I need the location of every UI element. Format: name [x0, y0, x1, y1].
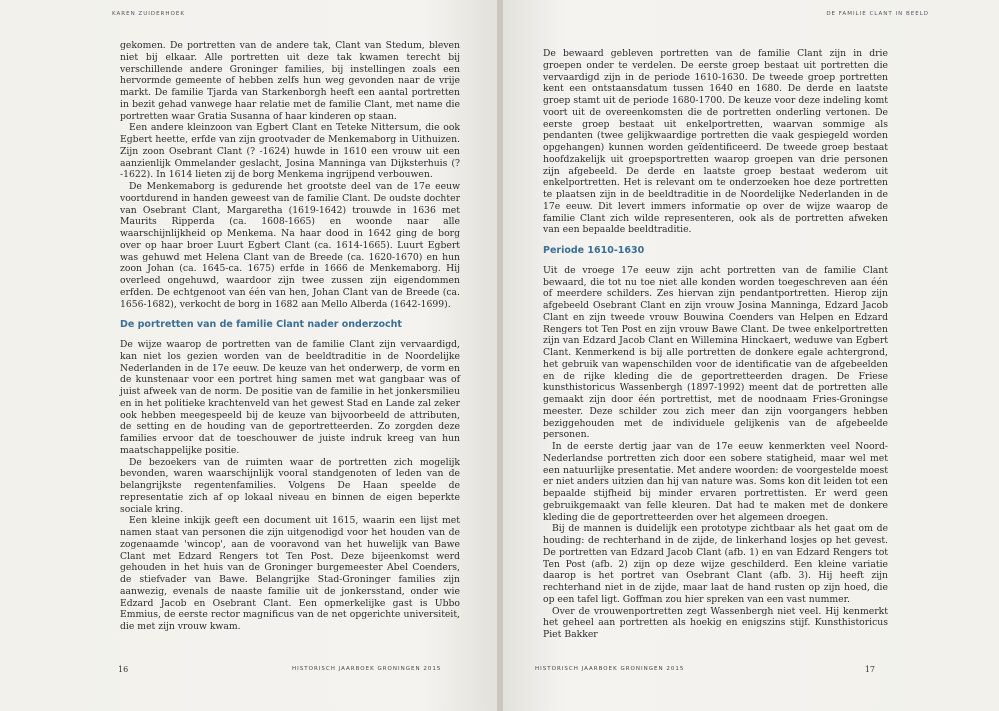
paragraph: De Menkemaborg is gedurende het grootste deel van de 17e eeuw voortdurend in handen geweest van de familie Clant. De oudste dochter van Osebrant Clant, Margaretha (1619-1642) trouwde in 1636 met Maurits Ripperda (ca. 1608-1665) en woonde naar alle waarschijnlijkheid op Menkema. Na haar dood in 1642 ging de borg over op haar broer Luurt Egbert Clant (ca. 1614-1665). Luurt Egbert was gehuwd met Helena Clant van de Breede (ca. 1620-1670) en hun zoon Johan (ca. 1645-ca. 1675) erfde in 1666 de Menkemaborg. Hij overleed ongehuwd, waardoor zijn twee zussen zijn eigendommen erfden. De echtgenoot van één van hen, Johan Clant van de Breede (ca. 1656-1682), verkocht de borg in 1682 aan Mello Alberda (1642-1699).: [120, 181, 460, 310]
paragraph: De bewaard gebleven portretten van de familie Clant zijn in drie groepen onder te verdelen. De eerste groep bestaat uit portretten die vervaardigd zijn in de periode 1610-1630. De tweede groep portretten kent een ontstaansdatum tussen 1640 en 1680. De derde en laatste groep stamt uit de periode 1680-1700. De keuze voor deze indeling komt voort uit de overeenkomsten die de portretten onderling vertonen. De eerste groep bestaat uit enkelportretten, waarvan sommige als pendanten (twee gelijkwaardige portretten die vaak gespiegeld worden opgehangen) kunnen worden geïdentificeerd. De tweede groep bestaat hoofdzakelijk uit groepsportretten waarop groepen van drie personen zijn afgebeeld. De derde en laatste groep bestaat wederom uit enkelportretten. Het is relevant om te onderzoeken hoe deze portretten te plaatsen zijn in de beeldtraditie in de Noordelijke Nederlanden in de 17e eeuw. Dit levert immers informatie op over de wijze waarop de familie Clant zich wilde representeren, ook als de portretten afweken van een bepaalde beeldtraditie.: [543, 48, 888, 236]
page-number: 17: [864, 665, 875, 674]
page-footer: HISTORISCH JAARBOEK GRONINGEN 2015: [535, 666, 685, 672]
page-number: 16: [118, 665, 129, 674]
right-text-block: [543, 48, 888, 641]
running-head-author: KAREN ZUIDERHOEK: [112, 11, 185, 17]
section-heading: Periode 1610-1630: [543, 245, 645, 256]
paragraph: Over de vrouwenportretten zegt Wassenbergh niet veel. Hij kenmerkt het geheel aan portretten als hoekig en enigszins stijf. Kunsthistoricus Piet Bakker: [543, 605, 888, 640]
left-page: [0, 0, 497, 711]
paragraph: gekomen. De portretten van de andere tak, Clant van Stedum, bleven niet bij elkaar. Alle portretten uit deze tak kwamen terecht bij verschillende andere Groninger families, bij instellingen zoals een hervormde gemeente of hebben zelfs hun weg gevonden naar de vrije markt. De familie Tjarda van Starkenborgh heeft een aantal portretten in bezit gehad vanwege haar relatie met de familie Clant, met name die portretten waar Gratia Susanna of haar kinderen op staan.: [120, 40, 460, 122]
paragraph: De wijze waarop de portretten van de familie Clant zijn vervaardigd, kan niet los gezien worden van de beeldtraditie in de Noordelijke Nederlanden in de 17e eeuw. De keuze van het onderwerp, de vorm en de kunstenaar voor een portret hing samen met wat gangbaar was of juist afweek van de norm. De positie van de familie in het jonkersmilieu en in het politieke krachtenveld van het gewest Stad en Lande zal zeker ook hebben meegespeeld bij de keuze van bijvoorbeeld de attributen, de setting en de houding van de geportretteerden. Zo zorgden deze families ervoor dat de toeschouwer de juiste indruk kreeg van hun maatschappelijke positie.: [120, 339, 460, 456]
paragraph: De bezoekers van de ruimten waar de portretten zich mogelijk bevonden, waren waarschijnlijk vooral standgenoten of leden van de belangrijkste regentenfamilies. Volgens De Haan speelde de representatie zich af op lokaal niveau en binnen de eigen beperkte sociale kring.: [120, 456, 460, 515]
section-heading: De portretten van de familie Clant nader onderzocht: [120, 319, 402, 331]
running-head-title: DE FAMILIE CLANT IN BEELD: [826, 11, 929, 17]
paragraph: Een andere kleinzoon van Egbert Clant en Teteke Nittersum, die ook Egbert heette, erfde van zijn grootvader de Menkemaborg in Uithuizen. Zijn zoon Osebrant Clant (? -1624) huwde in 1610 een vrouw uit een aanzienlijk Ommelander geslacht, Josina Manninga van Dijksterhuis (? -1622). In 1614 lieten zij de borg Menkema ingrijpend verbouwen.: [120, 122, 460, 181]
right-page: [503, 0, 999, 711]
paragraph: Uit de vroege 17e eeuw zijn acht portretten van de familie Clant bewaard, die tot nu toe niet alle konden worden toegeschreven aan één of meerdere schilders. Zes hiervan zijn pendantportretten. Hierop zijn afgebeeld Osebrant Clant en zijn vrouw Josina Manninga, Edzard Jacob Clant en zijn tweede vrouw Bouwina Coenders van Helpen en Edzard Rengers tot Ten Post en zijn vrouw Bawe Clant. De twee enkelportretten zijn van Edzard Jacob Clant en Willemina Hinckaert, weduwe van Egbert Clant. Kenmerkend is bij alle portretten de donkere egale achtergrond, het gebruik van wapenschilden voor de identificatie van de afgebeelden en de rijke kleding die de geportretteerden dragen. De Friese kunsthistoricus Wassenbergh (1897-1992) meent dat de portretten alle gemaakt zijn door één portrettist, met de noodnaam Fries-Groningse meester. Deze schilder zou zich meer dan zijn voorgangers hebben beziggehouden met de individuele gelijkenis van de afgebeelde personen.: [543, 264, 888, 441]
paragraph: In de eerste dertig jaar van de 17e eeuw kenmerkten veel Noord-Nederlandse portretten zich door een sobere statigheid, maar wel met een natuurlijke presentatie. Met andere woorden: de voorgestelde moest er niet anders uitzien dan hij van nature was. Soms kon dit leiden tot een bepaalde stijfheid bij minder ervaren portrettisten. Er werd geen gebruikgemaakt van felle kleuren. Dat had te maken met de donkere kleding die de geportretteerden over het algemeen droegen.: [543, 441, 888, 523]
paragraph: Een kleine inkijk geeft een document uit 1615, waarin een lijst met namen staat van personen die zijn uitgenodigd voor het houden van de zogenaamde 'wincop', aan de vooravond van het huwelijk van Bawe Clant met Edzard Rengers tot Ten Post. Deze bijeenkomst werd gehouden in het huis van de Groninger burgemeester Abel Coenders, de stiefvader van Bawe. Belangrijke Stad-Groninger families zijn aanwezig, evenals de naaste familie uit de jonkersstand, onder wie Edzard Jacob en Osebrant Clant. Een opmerkelijke gast is Ubbo Emmius, de eerste rector magnificus van de net opgerichte universiteit, die met zijn vrouw kwam.: [120, 515, 460, 632]
page-footer: HISTORISCH JAARBOEK GRONINGEN 2015: [292, 666, 442, 672]
paragraph: Bij de mannen is duidelijk een prototype zichtbaar als het gaat om de houding: de rechterhand in de zijde, de linkerhand losjes op het gevest. De portretten van Edzard Jacob Clant (afb. 1) en van Edzard Rengers tot Ten Post (afb. 2) zijn op deze wijze geschilderd. Een kleine variatie daarop is het portret van Osebrant Clant (afb. 3). Hij heeft zijn rechterhand niet in de zijde, maar laat de hand rusten op zijn hoed, die op een tafel ligt. Goffman zou hier spreken van een vast nummer.: [543, 523, 888, 605]
left-text-block: [120, 40, 460, 633]
